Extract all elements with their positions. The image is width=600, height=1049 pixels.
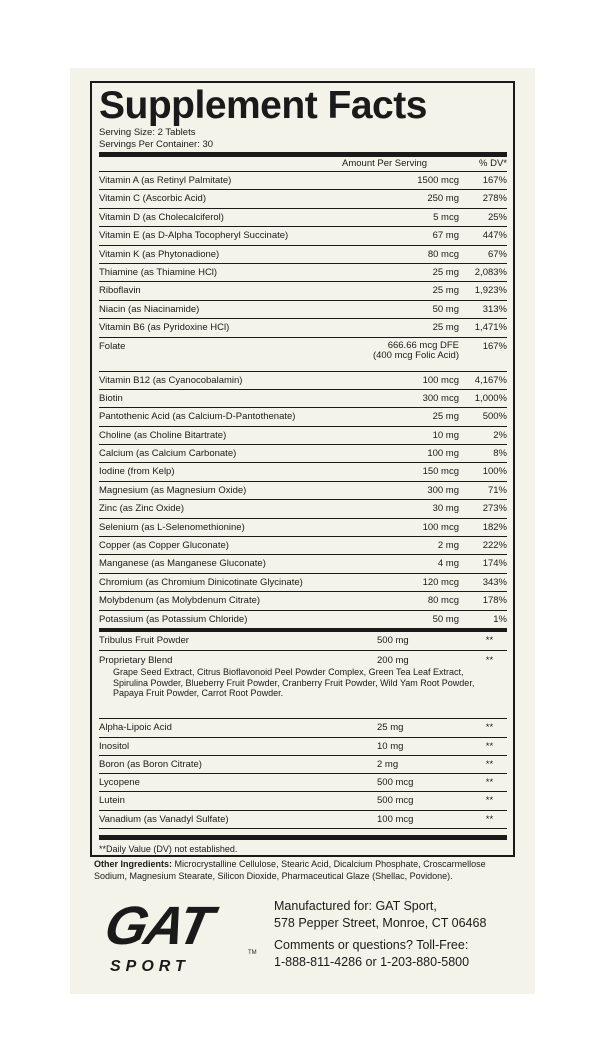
nutrient-row <box>99 208 507 226</box>
nutrient-row <box>99 407 507 425</box>
nutrient-amount: 250 mg <box>427 193 459 205</box>
nutrient-dv: 182% <box>482 521 507 533</box>
nutrient-dv: 174% <box>482 558 507 570</box>
tribulus-row <box>99 632 507 650</box>
amount-header: Amount Per Serving <box>342 158 428 169</box>
other-nutrient-dv: ** <box>485 722 494 734</box>
nutrient-dv: 1,923% <box>474 285 507 297</box>
nutrient-name: Vitamin D (as Cholecalciferol) <box>99 211 224 223</box>
nutrient-name: Thiamine (as Thiamine HCl) <box>99 266 218 278</box>
nutrient-dv: 178% <box>482 595 507 607</box>
nutrient-name: Zinc (as Zinc Oxide) <box>99 503 184 515</box>
nutrient-dv: 273% <box>482 503 507 515</box>
other-nutrient-amount: 100 mcg <box>377 813 414 825</box>
other-nutrient-row <box>99 737 507 755</box>
nutrient-dv: 222% <box>482 540 507 552</box>
nutrient-name: Choline (as Choline Bitartrate) <box>99 429 227 441</box>
other-nutrient-row <box>99 791 507 809</box>
nutrient-amount: 4 mg <box>437 558 459 570</box>
nutrient-dv: 2% <box>493 429 507 441</box>
servings-per-container: Servings Per Container: 30 <box>99 139 214 150</box>
blend-amount: 200 mg <box>377 655 409 667</box>
other-nutrient-amount: 10 mg <box>377 740 404 752</box>
column-headers <box>99 157 507 171</box>
row-amount: 500 mg <box>377 634 409 646</box>
nutrient-amount: 5 mcg <box>433 211 459 223</box>
nutrient-name: Potassium (as Potassium Chloride) <box>99 613 248 625</box>
manufacturer-info <box>274 898 524 971</box>
other-nutrient-name: Inositol <box>99 740 130 752</box>
other-nutrient-dv: ** <box>485 777 494 789</box>
nutrient-row <box>99 318 507 336</box>
nutrient-dv: 71% <box>487 484 507 496</box>
other-nutrient-name: Boron (as Boron Citrate) <box>99 758 202 770</box>
nutrient-row <box>99 426 507 444</box>
nutrient-row <box>99 226 507 244</box>
nutrient-row <box>99 554 507 572</box>
other-nutrient-row <box>99 755 507 773</box>
blend-ingredients: Grape Seed Extract, Citrus Bioflavonoid Peel Powder Complex, Green Tea Leaf Extract, Spirulina Powder, Blueberry Fruit Powder, Cranberry Fruit Powder, Wild Yam Root Powder, Papaya Fruit Powder, Carrot Root Powder. <box>113 667 475 699</box>
nutrient-name: Niacin (as Niacinamide) <box>99 303 200 315</box>
nutrient-dv: 4,167% <box>474 374 507 386</box>
nutrient-amount: 25 mg <box>432 285 459 297</box>
serving-size: Serving Size: 2 Tablets <box>99 127 196 138</box>
nutrient-name: Vitamin A (as Retinyl Palmitate) <box>99 175 232 186</box>
nutrient-row <box>99 171 507 189</box>
other-nutrient-row <box>99 773 507 791</box>
nutrient-dv: 67% <box>487 248 507 260</box>
nutrient-name: Manganese (as Manganese Gluconate) <box>99 558 266 570</box>
supplement-facts-panel <box>90 81 515 857</box>
nutrient-row <box>99 189 507 207</box>
nutrient-amount: 120 mcg <box>422 576 459 588</box>
other-nutrient-dv: ** <box>485 813 494 825</box>
nutrient-amount: 100 mcg <box>422 521 459 533</box>
nutrient-amount: 25 mg <box>432 322 459 334</box>
nutrient-row <box>99 499 507 517</box>
nutrient-name: Copper (as Copper Gluconate) <box>99 540 229 552</box>
nutrient-name: Calcium (as Calcium Carbonate) <box>99 448 237 460</box>
panel-title: Supplement Facts <box>99 84 427 127</box>
nutrient-name: Folate <box>99 340 126 352</box>
nutrient-row <box>99 245 507 263</box>
nutrient-dv: 447% <box>482 230 507 242</box>
nutrient-name: Riboflavin <box>99 285 141 297</box>
other-ingredients-text: Microcrystalline Cellulose, Stearic Acid, Dicalcium Phosphate, Croscarmellose Sodium, Magnesium Stearate, Silicon Dioxide, Pharmaceutical Glaze (Shellac, Povidone). <box>94 859 486 881</box>
logo-trademark: TM <box>248 950 257 956</box>
nutrient-row <box>99 591 507 609</box>
dv-header: % DV* <box>479 158 507 169</box>
logo-mark: GAT <box>99 896 217 956</box>
nutrient-amount-note: (400 mcg Folic Acid) <box>372 349 459 361</box>
nutrient-name: Biotin <box>99 392 123 404</box>
row-name: Tribulus Fruit Powder <box>99 634 189 646</box>
nutrient-row <box>99 481 507 499</box>
nutrient-amount-line: 666.66 mcg DFE <box>387 339 459 351</box>
nutrient-amount: 50 mg <box>432 613 459 625</box>
other-nutrient-amount: 2 mg <box>377 758 399 770</box>
nutrient-name: Pantothenic Acid (as Calcium-D-Pantothenate) <box>99 411 296 423</box>
nutrient-amount: 300 mg <box>427 484 459 496</box>
nutrient-row <box>99 281 507 299</box>
other-nutrient-amount: 500 mcg <box>377 795 414 807</box>
nutrient-dv: 167% <box>482 175 507 186</box>
nutrient-amount: 67 mg <box>432 230 459 242</box>
nutrient-name: Magnesium (as Magnesium Oxide) <box>99 484 247 496</box>
nutrient-dv: 1,471% <box>474 322 507 334</box>
other-table <box>99 718 507 828</box>
nutrient-name: Molybdenum (as Molybdenum Citrate) <box>99 595 261 607</box>
nutrient-dv: 278% <box>482 193 507 205</box>
nutrient-amount: 25 mg <box>432 266 459 278</box>
nutrient-row <box>99 462 507 480</box>
nutrient-amount <box>359 338 459 371</box>
supplement-label <box>70 68 535 994</box>
nutrient-amount: 25 mg <box>432 411 459 423</box>
other-nutrient-amount: 25 mg <box>377 722 404 734</box>
nutrient-amount: 1500 mcg <box>417 175 459 186</box>
nutrient-name: Chromium (as Chromium Dinicotinate Glycinate) <box>99 576 303 588</box>
other-nutrient-name: Alpha-Lipoic Acid <box>99 722 172 734</box>
nutrient-name: Vitamin K (as Phytonadione) <box>99 248 220 260</box>
nutrient-row <box>99 573 507 591</box>
nutrient-dv: 100% <box>482 466 507 478</box>
nutrient-name: Vitamin B12 (as Cyanocobalamin) <box>99 374 243 386</box>
row-dv: ** <box>485 634 494 646</box>
dv-footnote: **Daily Value (DV) not established. <box>99 844 238 855</box>
nutrient-row <box>99 518 507 536</box>
nutrient-amount: 10 mg <box>432 429 459 441</box>
other-ingredients <box>94 858 514 882</box>
nutrient-dv: 167% <box>482 340 507 352</box>
nutrient-dv: 8% <box>493 448 507 460</box>
nutrient-row <box>99 263 507 281</box>
blend-name: Proprietary Blend <box>99 655 173 667</box>
nutrient-amount: 300 mcg <box>422 392 459 404</box>
logo-sport-text: SPORT <box>110 958 190 975</box>
nutrient-dv: 25% <box>487 211 507 223</box>
nutrient-amount: 2 mg <box>437 540 459 552</box>
nutrient-amount: 100 mg <box>427 448 459 460</box>
nutrient-name: Vitamin E (as D-Alpha Tocopheryl Succinate) <box>99 230 289 242</box>
nutrient-amount: 80 mcg <box>427 248 459 260</box>
nutrient-row <box>99 610 507 628</box>
nutrient-dv: 343% <box>482 576 507 588</box>
gat-sport-logo <box>100 896 270 988</box>
nutrient-amount: 80 mcg <box>427 595 459 607</box>
blend-dv: ** <box>485 655 494 667</box>
nutrient-row <box>99 444 507 462</box>
nutrient-row <box>99 371 507 389</box>
other-nutrient-dv: ** <box>485 740 494 752</box>
nutrient-amount: 30 mg <box>432 503 459 515</box>
nutrient-name: Selenium (as L-Selenomethionine) <box>99 521 245 533</box>
other-nutrient-dv: ** <box>485 795 494 807</box>
nutrient-table <box>99 171 507 628</box>
other-nutrient-amount: 500 mcg <box>377 777 414 789</box>
phone-numbers: 1-888-811-4286 or 1-203-880-5800 <box>274 955 470 969</box>
nutrient-dv: 313% <box>482 303 507 315</box>
nutrient-amount: 50 mg <box>432 303 459 315</box>
other-nutrient-name: Lutein <box>99 795 125 807</box>
nutrient-dv: 2,083% <box>474 266 507 278</box>
nutrient-amount: 100 mcg <box>422 374 459 386</box>
other-nutrient-name: Vanadium (as Vanadyl Sulfate) <box>99 813 229 825</box>
nutrient-dv: 1,000% <box>474 392 507 404</box>
nutrient-row <box>99 389 507 407</box>
nutrient-name: Iodine (from Kelp) <box>99 466 175 478</box>
other-nutrient-name: Lycopene <box>99 777 140 789</box>
nutrient-row <box>99 536 507 554</box>
nutrient-row <box>99 337 507 371</box>
manufacturer-address: 578 Pepper Street, Monroe, CT 06468 <box>274 916 487 930</box>
other-nutrient-row <box>99 810 507 828</box>
other-nutrient-dv: ** <box>485 758 494 770</box>
nutrient-name: Vitamin B6 (as Pyridoxine HCl) <box>99 322 230 334</box>
nutrient-dv: 1% <box>493 613 507 625</box>
comments-line: Comments or questions? Toll-Free: <box>274 938 469 952</box>
nutrient-row <box>99 300 507 318</box>
nutrient-dv: 500% <box>482 411 507 423</box>
other-nutrient-row <box>99 718 507 736</box>
nutrient-amount: 150 mcg <box>422 466 459 478</box>
proprietary-blend <box>99 650 507 718</box>
other-ingredients-label: Other Ingredients: <box>94 859 173 869</box>
manufacturer-line: Manufactured for: GAT Sport, <box>274 899 437 913</box>
nutrient-name: Vitamin C (Ascorbic Acid) <box>99 193 206 205</box>
